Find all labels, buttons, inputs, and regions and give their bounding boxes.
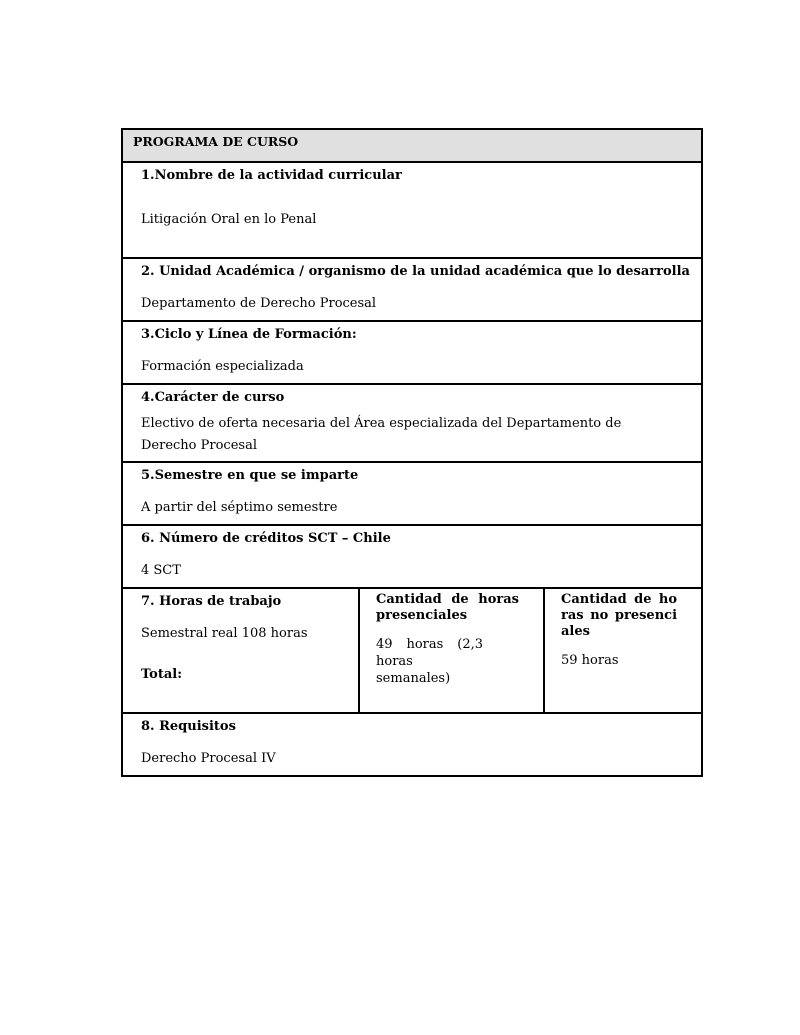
section-semestre bbox=[122, 462, 702, 525]
section-heading: 4.Carácter de curso bbox=[141, 390, 285, 405]
section-creditos bbox=[122, 525, 702, 588]
total-label: Total: bbox=[141, 667, 183, 682]
section-heading: 8. Requisitos bbox=[141, 719, 236, 734]
course-program-table bbox=[121, 128, 703, 777]
section-value: Semestral real 108 horas bbox=[141, 626, 308, 641]
section-heading: 1.Nombre de la actividad curricular bbox=[141, 168, 402, 183]
horas-presenciales-cell bbox=[359, 588, 544, 713]
section-ciclo bbox=[122, 321, 702, 384]
section-value: Departamento de Derecho Procesal bbox=[141, 296, 377, 311]
section-horas bbox=[122, 588, 359, 713]
table-title-cell bbox=[122, 129, 702, 162]
horas-no-presenciales-heading: Cantidad de horas no presenciales bbox=[561, 592, 678, 639]
section-heading: 5.Semestre en que se imparte bbox=[141, 468, 359, 483]
section-heading: 6. Número de créditos SCT – Chile bbox=[141, 531, 391, 546]
horas-no-presenciales-value: 59 horas bbox=[561, 653, 619, 668]
horas-presenciales-value: 49 horas (2,3 horas semanales) bbox=[376, 637, 483, 686]
section-caracter bbox=[122, 384, 702, 462]
section-unidad bbox=[122, 258, 702, 321]
horas-no-presenciales-cell bbox=[544, 588, 702, 713]
section-nombre bbox=[122, 162, 702, 258]
section-value: A partir del séptimo semestre bbox=[141, 500, 338, 515]
section-value: 4 SCT bbox=[141, 563, 181, 578]
horas-presenciales-heading: Cantidad de horas presenciales bbox=[376, 592, 519, 623]
section-heading: 7. Horas de trabajo bbox=[141, 594, 282, 609]
section-heading: 3.Ciclo y Línea de Formación: bbox=[141, 327, 357, 342]
section-value: Formación especializada bbox=[141, 359, 304, 374]
page-title: PROGRAMA DE CURSO bbox=[133, 134, 299, 149]
section-heading: 2. Unidad Académica / organismo de la unidad académica que lo desarrolla bbox=[141, 264, 690, 279]
section-requisitos bbox=[122, 713, 702, 776]
section-value: Electivo de oferta necesaria del Área especializada del Departamento de Derecho Procesal bbox=[141, 416, 622, 453]
section-value: Derecho Procesal IV bbox=[141, 751, 276, 766]
section-value: Litigación Oral en lo Penal bbox=[141, 212, 317, 227]
